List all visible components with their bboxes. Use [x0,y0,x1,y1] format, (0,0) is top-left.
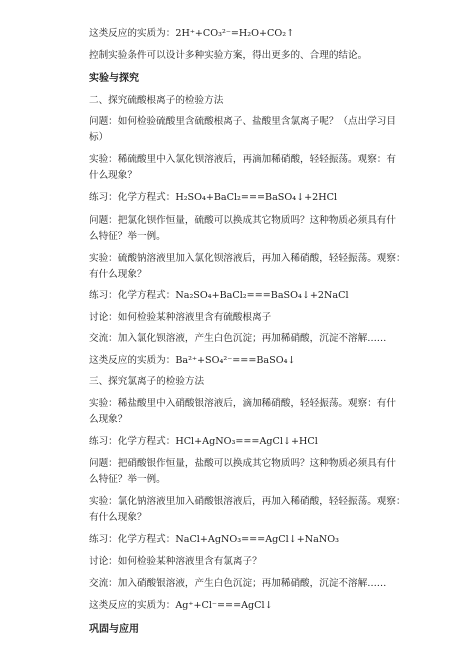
subsection-chloride-title: 三、探究氯离子的检验方法 [89,376,205,387]
exercise-hcl-equation: 练习：化学方程式：HCl+AgNO₃===AgCl↓+HCl [89,436,318,447]
experiment-hcl-line1: 实验：稀盐酸里中入硝酸银溶液后，滴加稀硝酸，轻轻振荡。观察：有什 [89,398,396,409]
exercise-na2so4-equation: 练习：化学方程式：Na₂SO₄+BaCl₂===BaSO₄↓+2NaCl [89,290,349,301]
conclusion-text: 控制实验条件可以设计多种实验方案，得出更多的、合理的结论。 [89,50,368,61]
reaction-essence-agcl: 这类反应的实质为：Ag⁺+Cl⁻===AgCl↓ [89,600,273,611]
exercise-nacl-equation: 练习：化学方程式：NaCl+AgNO₃===AgCl↓+NaNO₃ [89,534,339,545]
discussion-chloride: 讨论：如何检验某种溶液里含有氯离子？ [89,556,262,567]
experiment-sulfuric-line1: 实验：稀硫酸里中入氯化钡溶液后，再滴加稀硝酸，轻轻振荡。观察：有 [89,154,396,165]
experiment-nacl-line2: 有什么现象？ [89,512,147,523]
reaction-essence-co3: 这类反应的实质为：2H⁺+CO₃²⁻=H₂O+CO₂↑ [89,28,295,39]
question-bacl2-line1: 问题：把氯化钡作恒量，硫酸可以换成其它物质吗？这种物质必须具有什 [89,215,396,226]
subsection-sulfate-title: 二、探究硫酸根离子的检验方法 [89,95,224,106]
experiment-na2so4-line1: 实验：硫酸钠溶液里加入氯化钡溶液后，再加入稀硝酸，轻轻振荡。观察： [89,253,406,264]
reaction-essence-baso4: 这类反应的实质为：Ba²⁺+SO₄²⁻===BaSO₄↓ [89,355,296,366]
experiment-sulfuric-line2: 什么现象？ [89,170,137,181]
question-agno3-line2: 么特征？举一例。 [89,474,166,485]
experiment-hcl-line2: 么现象？ [89,414,128,425]
section-heading-experiment: 实验与探究 [89,73,139,84]
section-heading-consolidation: 巩固与应用 [89,624,139,635]
discussion-sulfate: 讨论：如何检验某种溶液里含有硫酸根离子 [89,312,272,323]
question-sulfate-line2: 标） [89,132,109,143]
question-sulfate-line1: 问题：如何检验硫酸里含硫酸根离子、盐酸里含氯离子呢？（点出学习目 [89,116,396,127]
exchange-sulfate: 交流：加入氯化钡溶液，产生白色沉淀；再加稀硝酸，沉淀不溶解…… [89,333,387,344]
exchange-chloride: 交流：加入硝酸银溶液，产生白色沉淀；再加稀硝酸，沉淀不溶解…… [89,578,387,589]
exercise-h2so4-equation: 练习：化学方程式：H₂SO₄+BaCl₂===BaSO₄↓+2HCl [89,192,338,203]
question-bacl2-line2: 么特征？举一例。 [89,231,166,242]
question-agno3-line1: 问题：把硝酸银作恒量，盐酸可以换成其它物质吗？这种物质必须具有什 [89,458,396,469]
experiment-na2so4-line2: 有什么现象？ [89,269,147,280]
experiment-nacl-line1: 实验：氯化钠溶液里加入硝酸银溶液后，再加入稀硝酸，轻轻振荡。观察： [89,496,406,507]
